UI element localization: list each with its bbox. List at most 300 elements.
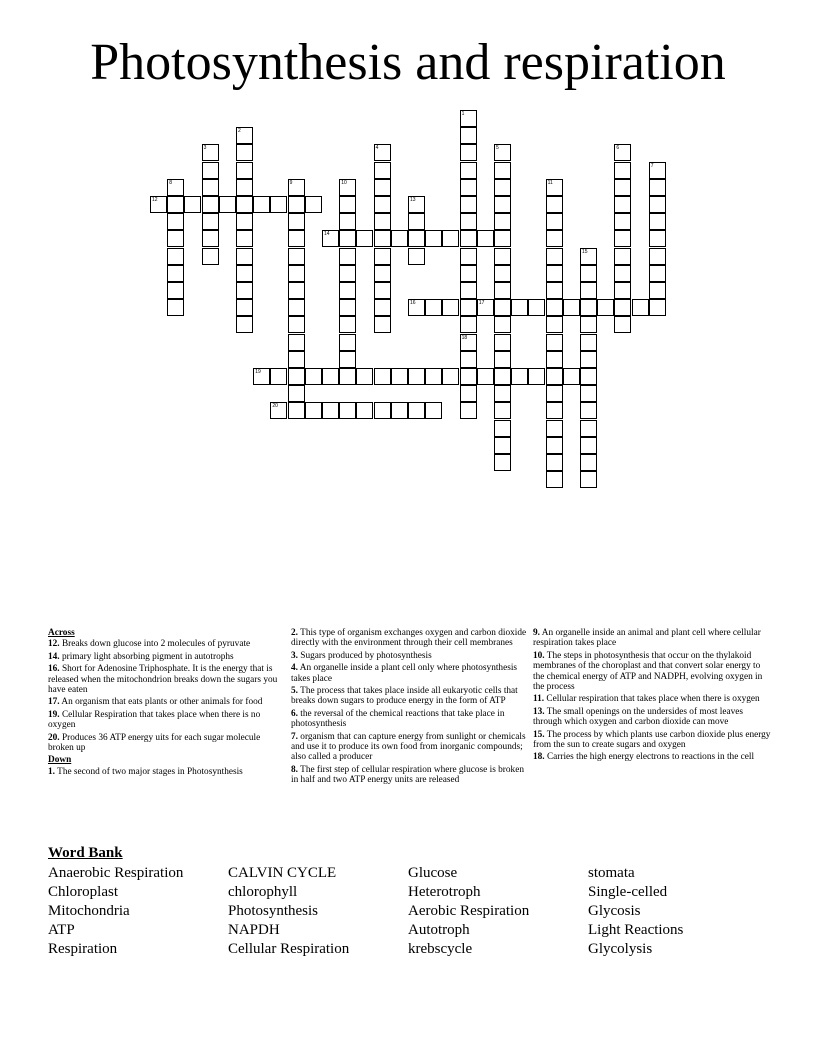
crossword-cell[interactable] [546, 179, 563, 196]
clue-number: 9. [533, 628, 540, 638]
crossword-cell[interactable] [460, 334, 477, 351]
clue-number: 6. [291, 708, 298, 719]
cell-number: 1 [461, 111, 465, 117]
crossword-cell[interactable] [614, 265, 631, 282]
word-bank-item: Photosynthesis [228, 903, 319, 919]
crossword-cell[interactable] [460, 265, 477, 282]
crossword-cell[interactable] [288, 230, 305, 247]
crossword-cell[interactable] [236, 282, 253, 299]
clue-text: An organism that eats plants or other animals for food [59, 697, 263, 708]
clue-text: The first step of cellular respiration where glucose is broken in half and two ATP energy units are released [291, 764, 524, 786]
clue-heading: Across [48, 628, 75, 638]
word-bank-item: Mitochondria [48, 903, 130, 919]
crossword-cell[interactable] [236, 144, 253, 161]
crossword-cell[interactable] [580, 316, 597, 333]
crossword-cell[interactable] [460, 127, 477, 144]
crossword-cell[interactable] [649, 299, 666, 316]
clue-text: organism that can capture energy from sunlight or chemicals and use it to produce its own food from inorganic compounds; also called a producer [291, 731, 526, 763]
crossword-cell[interactable] [614, 316, 631, 333]
crossword-cell[interactable] [202, 162, 219, 179]
word-bank-item: chlorophyll [228, 884, 298, 900]
crossword-cell[interactable] [288, 213, 305, 230]
crossword-cell[interactable] [270, 402, 287, 419]
word-bank-item: Chloroplast [48, 884, 118, 900]
cell-number: 3 [203, 145, 207, 152]
crossword-cell[interactable] [288, 402, 305, 419]
crossword-cell[interactable] [374, 368, 391, 385]
crossword-cell[interactable] [546, 265, 563, 282]
crossword-cell[interactable] [305, 196, 322, 213]
clue-text: Cellular respiration that takes place when there is oxygen [544, 694, 760, 705]
crossword-cell[interactable] [408, 402, 425, 419]
crossword-cell[interactable] [374, 299, 391, 316]
crossword-cell[interactable] [339, 282, 356, 299]
clue-number: 4. [291, 663, 298, 674]
crossword-cell[interactable] [511, 368, 528, 385]
crossword-cell[interactable] [236, 213, 253, 230]
clue-text: The steps in photosynthesis that occur on the thylakoid membranes of the choroplast and that convert solar energy to the chemical energy of ATP and NADPH, evolving oxygen in the process [533, 650, 763, 693]
clue-text: An organelle inside an animal and plant cell where cellular respiration takes place [533, 628, 761, 649]
crossword-cell[interactable] [339, 179, 356, 196]
clue-text: The second of two major stages in Photosynthesis [54, 766, 243, 777]
crossword-cell[interactable] [494, 179, 511, 196]
crossword-cell[interactable] [494, 230, 511, 247]
crossword-cell[interactable] [288, 196, 305, 213]
crossword-cell[interactable] [425, 230, 442, 247]
crossword-cell[interactable] [167, 213, 184, 230]
crossword-cell[interactable] [649, 162, 666, 179]
crossword-cell[interactable] [442, 368, 459, 385]
crossword-cell[interactable] [236, 299, 253, 316]
page-title: Photosynthesis and respiration [90, 34, 726, 91]
crossword-cell[interactable] [494, 402, 511, 419]
cell-number: 16 [410, 300, 416, 307]
word-bank-column [228, 864, 349, 959]
crossword-cell[interactable] [270, 368, 287, 385]
crossword-cell[interactable] [374, 248, 391, 265]
clue-number: 7. [291, 731, 298, 742]
crossword-cell[interactable] [167, 230, 184, 247]
crossword-cell[interactable] [614, 144, 631, 161]
clue-number: 12. [48, 639, 60, 650]
crossword-cell[interactable] [460, 230, 477, 247]
crossword-cell[interactable] [288, 368, 305, 385]
crossword-cell[interactable] [494, 454, 511, 471]
crossword-cell[interactable] [236, 179, 253, 196]
clues-column-2 [291, 628, 529, 788]
crossword-cell[interactable] [546, 196, 563, 213]
crossword-cell[interactable] [339, 368, 356, 385]
crossword-cell[interactable] [460, 110, 477, 127]
crossword-cell[interactable] [460, 368, 477, 385]
crossword-cell[interactable] [374, 144, 391, 161]
clue-item [48, 733, 286, 754]
clue-number: 15. [533, 729, 545, 740]
crossword-cell[interactable] [477, 368, 494, 385]
cell-number: 4 [375, 145, 379, 152]
crossword-cell[interactable] [305, 402, 322, 419]
crossword-cell[interactable] [202, 179, 219, 196]
crossword-cell[interactable] [546, 402, 563, 419]
clue-number: 5. [291, 686, 298, 697]
crossword-cell[interactable] [460, 282, 477, 299]
crossword-cell[interactable] [167, 248, 184, 265]
crossword-cell[interactable] [580, 334, 597, 351]
crossword-cell[interactable] [374, 179, 391, 196]
crossword-cell[interactable] [546, 334, 563, 351]
crossword-cell[interactable] [580, 248, 597, 265]
clue-number: 1. [48, 766, 55, 777]
word-bank-item: Aerobic Respiration [408, 903, 530, 919]
clue-item [291, 628, 529, 649]
clue-number: 11. [533, 694, 545, 705]
clue-item [291, 732, 529, 763]
crossword-cell[interactable] [374, 265, 391, 282]
clue-number: 8. [291, 764, 298, 775]
crossword-cell[interactable] [494, 248, 511, 265]
crossword-cell[interactable] [374, 230, 391, 247]
crossword-cell[interactable] [460, 213, 477, 230]
crossword-cell[interactable] [202, 144, 219, 161]
clue-text: the reversal of the chemical reactions that take place in photosynthesis [291, 708, 505, 730]
clue-item [533, 707, 771, 728]
clue-number: 18. [533, 752, 545, 763]
crossword-cell[interactable] [408, 248, 425, 265]
crossword-cell[interactable] [425, 402, 442, 419]
word-bank-item: krebscycle [408, 941, 473, 957]
crossword-cell[interactable] [288, 334, 305, 351]
crossword-cell[interactable] [184, 196, 201, 213]
crossword-cell[interactable] [356, 368, 373, 385]
crossword-cell[interactable] [374, 162, 391, 179]
crossword-cell[interactable] [356, 230, 373, 247]
cell-number: 17 [478, 300, 485, 307]
crossword-cell[interactable] [374, 402, 391, 419]
word-bank-item: Heterotroph [408, 884, 481, 900]
crossword-cell[interactable] [649, 248, 666, 265]
clue-number: 10. [533, 650, 545, 661]
clue-item [48, 664, 286, 695]
clue-item [533, 752, 771, 762]
clue-number: 13. [533, 706, 545, 717]
crossword-cell[interactable] [494, 368, 511, 385]
cell-number: 13 [410, 197, 416, 203]
crossword-cell[interactable] [528, 299, 545, 316]
crossword-cell[interactable] [202, 213, 219, 230]
cell-number: 8 [169, 179, 172, 186]
crossword-cell[interactable] [460, 162, 477, 179]
crossword-cell[interactable] [649, 282, 666, 299]
cell-number: 18 [461, 334, 468, 341]
crossword-cell[interactable] [425, 368, 442, 385]
crossword-cell[interactable] [563, 368, 580, 385]
crossword-cell[interactable] [339, 334, 356, 351]
crossword-cell[interactable] [391, 230, 408, 247]
crossword-cell[interactable] [649, 213, 666, 230]
crossword-cell[interactable] [460, 144, 477, 161]
crossword-cell[interactable] [580, 351, 597, 368]
clue-item [48, 710, 286, 731]
crossword-cell[interactable] [391, 368, 408, 385]
crossword-cell[interactable] [425, 299, 442, 316]
cell-number: 6 [616, 145, 620, 152]
crossword-cell[interactable] [374, 282, 391, 299]
crossword-cell[interactable] [528, 368, 545, 385]
crossword-cell[interactable] [580, 437, 597, 454]
clue-item [291, 765, 529, 786]
clue-item [48, 697, 286, 707]
crossword-cell[interactable] [546, 248, 563, 265]
crossword-cell[interactable] [614, 213, 631, 230]
crossword-cell[interactable] [649, 265, 666, 282]
word-bank-item: Single-celled [588, 884, 668, 900]
crossword-cell[interactable] [546, 437, 563, 454]
crossword-cell[interactable] [632, 299, 649, 316]
crossword-cell[interactable] [408, 368, 425, 385]
crossword-cell[interactable] [408, 213, 425, 230]
crossword-cell[interactable] [202, 248, 219, 265]
crossword-cell[interactable] [546, 213, 563, 230]
crossword-cell[interactable] [236, 248, 253, 265]
crossword-cell[interactable] [614, 230, 631, 247]
crossword-cell[interactable] [391, 402, 408, 419]
crossword-cell[interactable] [374, 316, 391, 333]
clue-item [291, 651, 529, 661]
crossword-cell[interactable] [494, 316, 511, 333]
crossword-cell[interactable] [494, 265, 511, 282]
crossword-cell[interactable] [288, 316, 305, 333]
crossword-cell[interactable] [288, 385, 305, 402]
crossword-cell[interactable] [511, 299, 528, 316]
crossword-cell[interactable] [580, 420, 597, 437]
clue-text: Breaks down glucose into 2 molecules of pyruvate [59, 639, 251, 650]
cell-number: 5 [496, 145, 499, 152]
crossword-cell[interactable] [494, 162, 511, 179]
crossword-cell[interactable] [305, 368, 322, 385]
crossword-cell[interactable] [339, 248, 356, 265]
word-bank-column [48, 864, 183, 959]
crossword-cell[interactable] [614, 179, 631, 196]
crossword-cell[interactable] [546, 282, 563, 299]
clue-item [533, 628, 771, 649]
crossword-cell[interactable] [322, 230, 339, 247]
crossword-cell[interactable] [546, 420, 563, 437]
word-bank-item: NAPDH [228, 922, 280, 938]
word-bank-column [588, 864, 683, 959]
crossword-cell[interactable] [580, 471, 597, 488]
crossword-cell[interactable] [167, 196, 184, 213]
crossword-cell[interactable] [494, 144, 511, 161]
crossword-cell[interactable] [288, 179, 305, 196]
crossword-cell[interactable] [339, 265, 356, 282]
crossword-cell[interactable] [167, 282, 184, 299]
crossword-cell[interactable] [494, 437, 511, 454]
crossword-cell[interactable] [580, 402, 597, 419]
crossword-cell[interactable] [460, 248, 477, 265]
crossword-cell[interactable] [649, 179, 666, 196]
clue-item [48, 767, 286, 777]
crossword-cell[interactable] [460, 385, 477, 402]
crossword-cell[interactable] [649, 230, 666, 247]
word-bank-column [408, 864, 529, 959]
crossword-cell[interactable] [546, 385, 563, 402]
clue-number: 20. [48, 732, 60, 743]
crossword-cell[interactable] [339, 230, 356, 247]
crossword-cell[interactable] [236, 316, 253, 333]
crossword-cell[interactable] [460, 196, 477, 213]
crossword-cell[interactable] [236, 265, 253, 282]
crossword-cell[interactable] [460, 316, 477, 333]
crossword-cell[interactable] [202, 230, 219, 247]
crossword-cell[interactable] [494, 420, 511, 437]
crossword-cell[interactable] [167, 265, 184, 282]
crossword-cell[interactable] [460, 402, 477, 419]
crossword-cell[interactable] [442, 299, 459, 316]
crossword-cell[interactable] [408, 196, 425, 213]
crossword-cell[interactable] [219, 196, 236, 213]
cell-number: 19 [255, 369, 261, 375]
crossword-cell[interactable] [288, 299, 305, 316]
clue-text: Produces 36 ATP energy uits for each sugar molecule broken up [48, 732, 261, 754]
crossword-cell[interactable] [614, 282, 631, 299]
crossword-cell[interactable] [580, 265, 597, 282]
clue-item [533, 651, 771, 693]
clue-item [291, 709, 529, 730]
crossword-cell[interactable] [270, 196, 287, 213]
crossword-cell[interactable] [546, 471, 563, 488]
crossword-cell[interactable] [460, 179, 477, 196]
crossword-cell[interactable] [580, 385, 597, 402]
crossword-cell[interactable] [580, 282, 597, 299]
crossword-cell[interactable] [460, 299, 477, 316]
clue-text: Carries the high energy electrons to reactions in the cell [544, 752, 755, 763]
word-bank-item: Anaerobic Respiration [48, 865, 184, 881]
clue-item [48, 652, 286, 662]
word-bank-item: Glycolysis [588, 941, 653, 957]
crossword-cell[interactable] [580, 454, 597, 471]
crossword-cell[interactable] [477, 299, 494, 316]
crossword-cell[interactable] [236, 127, 253, 144]
crossword-cell[interactable] [597, 299, 614, 316]
clue-text: Short for Adenosine Triphosphate. It is the energy that is released when the mitochondrion breaks down the sugars you have eaten [48, 664, 278, 696]
crossword-cell[interactable] [374, 196, 391, 213]
crossword-cell[interactable] [339, 213, 356, 230]
cell-number: 2 [238, 128, 241, 135]
crossword-cell[interactable] [339, 402, 356, 419]
crossword-cell[interactable] [614, 196, 631, 213]
crossword-cell[interactable] [253, 196, 270, 213]
crossword-cell[interactable] [374, 213, 391, 230]
crossword-cell[interactable] [288, 265, 305, 282]
cell-number: 10 [341, 179, 347, 186]
crossword-cell[interactable] [167, 299, 184, 316]
word-bank-item: ATP [48, 922, 75, 938]
crossword-cell[interactable] [202, 196, 219, 213]
crossword-cell[interactable] [546, 299, 563, 316]
clue-heading: Down [48, 755, 72, 766]
cell-number: 7 [650, 162, 654, 169]
clue-text: The process that takes place inside all eukaryotic cells that breaks down sugars to produce energy in the form of ATP [291, 686, 518, 707]
crossword-cell[interactable] [253, 368, 270, 385]
crossword-cell[interactable] [546, 230, 563, 247]
crossword-cell[interactable] [236, 162, 253, 179]
crossword-cell[interactable] [494, 385, 511, 402]
crossword-cell[interactable] [546, 368, 563, 385]
crossword-cell[interactable] [236, 196, 253, 213]
clue-item [291, 686, 529, 707]
crossword-cell[interactable] [580, 299, 597, 316]
word-bank-item: Autotroph [408, 922, 470, 938]
clue-number: 19. [48, 709, 60, 720]
crossword-cell[interactable] [494, 196, 511, 213]
crossword-cell[interactable] [167, 179, 184, 196]
crossword-cell[interactable] [442, 230, 459, 247]
word-bank-title: Word Bank [48, 845, 123, 861]
clue-text: Cellular Respiration that takes place when there is no oxygen [48, 709, 261, 731]
clue-item [533, 730, 771, 751]
crossword-cell[interactable] [494, 299, 511, 316]
crossword-cell[interactable] [477, 230, 494, 247]
crossword-cell[interactable] [614, 248, 631, 265]
clues-column-3 [533, 628, 771, 765]
clues-column-1 [48, 628, 286, 779]
crossword-cell[interactable] [546, 351, 563, 368]
crossword-cell[interactable] [563, 299, 580, 316]
word-bank-item: Respiration [48, 941, 118, 957]
cell-number: 12 [152, 197, 158, 203]
crossword-cell[interactable] [494, 334, 511, 351]
crossword-cell[interactable] [408, 299, 425, 316]
word-bank-item: Glycosis [588, 903, 641, 919]
crossword-cell[interactable] [649, 196, 666, 213]
clue-item [291, 663, 529, 684]
crossword-cell[interactable] [339, 351, 356, 368]
crossword-cell[interactable] [288, 248, 305, 265]
crossword-cell[interactable] [546, 316, 563, 333]
crossword-cell[interactable] [339, 316, 356, 333]
clue-number: 17. [48, 697, 60, 708]
clue-text: primary light absorbing pigment in autotrophs [59, 651, 234, 662]
crossword-cell[interactable] [150, 196, 167, 213]
crossword-cell[interactable] [322, 402, 339, 419]
crossword-cell[interactable] [614, 162, 631, 179]
clue-text: This type of organism exchanges oxygen and carbon dioxide directly with the environment through their cell membranes [291, 628, 527, 649]
clue-text: The process by which plants use carbon dioxide plus energy from the sun to create sugars and oxygen [533, 729, 771, 751]
crossword-cell[interactable] [494, 213, 511, 230]
cell-number: 11 [547, 179, 553, 186]
crossword-cell[interactable] [236, 230, 253, 247]
clue-text: An organelle inside a plant cell only where photosynthesis takes place [291, 663, 518, 684]
crossword-cell[interactable] [339, 196, 356, 213]
crossword-cell[interactable] [494, 282, 511, 299]
cell-number: 14 [324, 231, 330, 238]
crossword-cell[interactable] [580, 368, 597, 385]
crossword-cell[interactable] [322, 368, 339, 385]
crossword-cell[interactable] [408, 230, 425, 247]
crossword-cell[interactable] [288, 282, 305, 299]
crossword-cell[interactable] [460, 351, 477, 368]
crossword-cell[interactable] [546, 454, 563, 471]
word-bank-item: stomata [588, 865, 635, 881]
clue-number: 16. [48, 664, 60, 675]
clue-number: 3. [291, 650, 298, 661]
crossword-cell[interactable] [614, 299, 631, 316]
crossword-cell[interactable] [288, 351, 305, 368]
crossword-cell[interactable] [494, 351, 511, 368]
word-bank-item: Cellular Respiration [228, 941, 350, 957]
crossword-cell[interactable] [356, 402, 373, 419]
crossword-cell[interactable] [339, 299, 356, 316]
